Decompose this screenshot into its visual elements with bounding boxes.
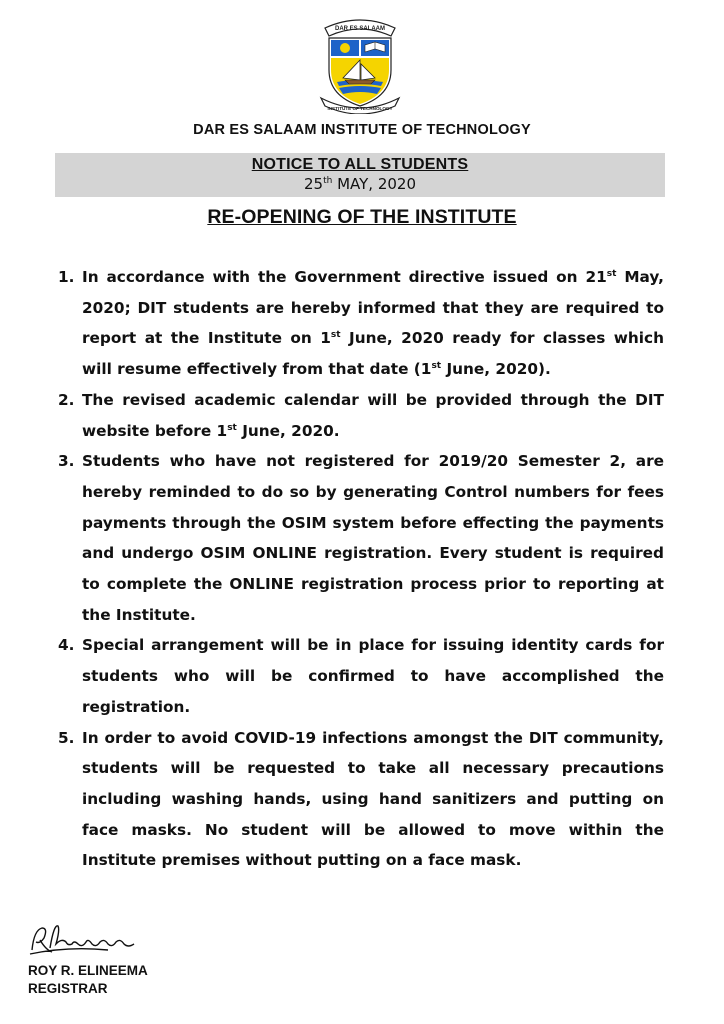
signer-name: ROY R. ELINEEMA	[28, 963, 148, 978]
list-item: 3. Students who have not registered for 2019/20 Semester 2, are hereby reminded to do so by generating Control numbers for fees payments through the OSIM system before effecting the payments and undergo OSIM ONLINE registration. Every student is required to complete the ONLINE registration process prior to reporting at the Institute.	[58, 452, 664, 624]
list-item: 4. Special arrangement will be in place for issuing identity cards for students who will be confirmed to have accomplished the registration.	[58, 636, 664, 716]
signer-title: REGISTRAR	[28, 981, 108, 996]
list-item: 5. In order to avoid COVID-19 infections amongst the DIT community, students will be requested to take all necessary precautions including washing hands, using hand sanitizers and putting on face masks. No student will be allowed to move within the Institute premises without putting on a face mask.	[58, 728, 664, 870]
notice-banner	[55, 153, 665, 197]
list-item: 1. In accordance with the Government directive issued on 21st May, 2020; DIT students are hereby informed that they are required to report at the Institute on 1st June, 2020 ready for classes which will resume effectively from that date (1st June, 2020).	[58, 268, 665, 379]
page-heading: RE-OPENING OF THE INSTITUTE	[207, 206, 517, 228]
logo-bottom-text: INSTITUTE OF TECHNOLOGY	[327, 106, 393, 111]
list-item: 2. The revised academic calendar will be provided through the DIT website before 1st June, 2020.	[58, 390, 664, 440]
institute-logo	[311, 14, 409, 114]
notice-title: NOTICE TO ALL STUDENTS	[251, 156, 469, 173]
notice-date: 25th MAY, 2020	[303, 175, 416, 193]
logo-top-text: DAR ES SALAAM	[334, 26, 386, 32]
notice-items	[58, 262, 664, 876]
institution-name: DAR ES SALAAM INSTITUTE OF TECHNOLOGY	[193, 122, 531, 138]
signer-block	[28, 962, 148, 998]
signature	[28, 920, 148, 960]
